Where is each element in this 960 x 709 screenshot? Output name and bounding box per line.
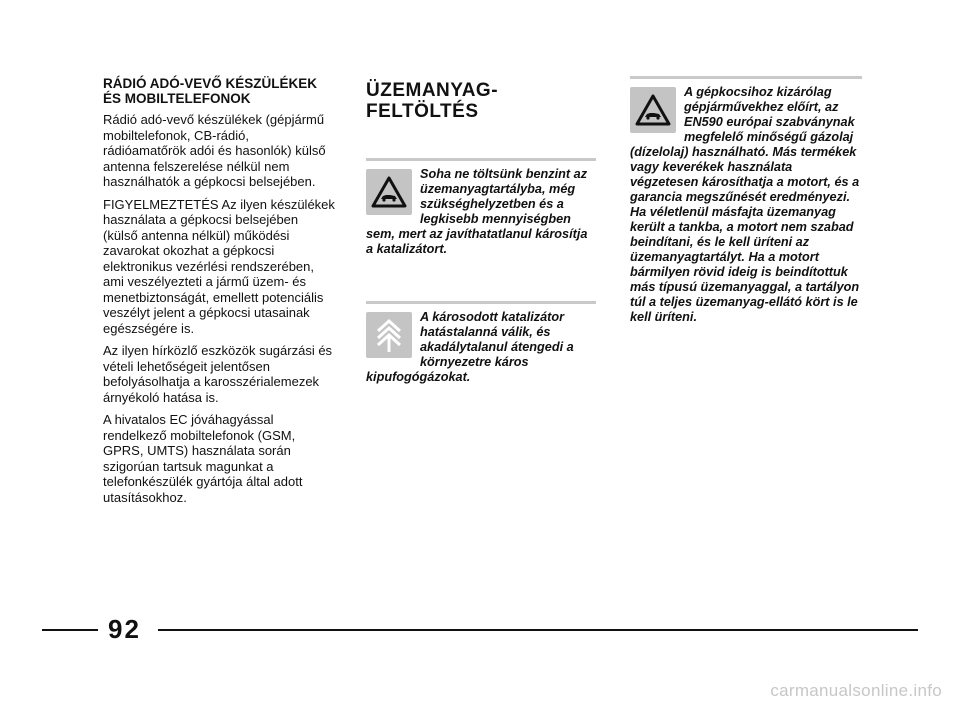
footer-rule-right <box>158 629 918 631</box>
paragraph-1: Rádió adó-vevő készülékek (gépjármű mobiltelefonok, CB-rádió, rádióamatőrök adói és hasonlók) külső antenna felszerelése nélkül nem használhatók a gépkocsi belsejében. <box>103 112 326 189</box>
paragraph-3: Az ilyen hírközlő eszközök sugárzási és vételi lehetőségeit jelentősen befolyásolhatja a karosszérialemezek árnyékoló hatása is. <box>103 343 333 405</box>
page-title-line1: ÜZEMANYAG- <box>366 80 499 101</box>
section-title-radio: RÁDIÓ ADÓ-VEVŐ KÉSZÜLÉKEK ÉS MOBILTELEFONOK <box>103 76 318 106</box>
warning-note-petrol <box>366 158 596 257</box>
warning-triangle-car-icon <box>630 87 676 133</box>
warning-note-diesel <box>630 76 862 325</box>
warning-note-diesel-text: A gépkocsihoz kizárólag gépjárművekhez előírt, az EN590 európai szabványnak megfelelő minőségű gázolaj (dízelolaj) használható. Más termékek vagy keverékek használata végzetesen károsíthatja a motort, és a garancia megszűnését eredményezi. Ha véletlenül másfajta üzemanyag került a tankba, a motort nem szabad beindítani, és le kell üríteni az üzemanyagtartályt. Ha a motort bármilyen rövid ideig is beindítottuk más típusú üzemanyaggal, a tartályon túl a teljes üzemanyag-ellátó kört is le kell üríteni. <box>630 85 860 324</box>
environment-note-text: A károsodott katalizátor hatástalanná válik, és akadálytalanul átengedi a környezetre káros kipufogógázokat. <box>366 310 574 384</box>
paragraph-4: A hivatalos EC jóváhagyással rendelkező mobiltelefonok (GSM, GPRS, UMTS) használata során szigorúan tartsuk magunkat a telefonkészülék gyártója által adott utasításokhoz. <box>103 412 303 505</box>
middle-column <box>366 76 596 122</box>
footer-rule-left <box>42 629 98 631</box>
paragraph-2: FIGYELMEZTETÉS Az ilyen készülékek használata a gépkocsi belsejében (külső antenna nélkül) működési zavarokat okozhat a gépkocsi elektronikus vezérlési rendszerében, ami veszélyezteti a jármű üzem- és menetbiztonságát, emellett potenciális veszélyt jelent a gépkocsi utasainak egészségére is. <box>103 196 335 336</box>
page-number: 92 <box>108 614 141 644</box>
page-title-line2: FELTÖLTÉS <box>366 101 479 122</box>
watermark: carmanualsonline.info <box>770 681 942 700</box>
left-column <box>103 76 335 512</box>
environment-tree-icon <box>366 312 412 358</box>
environment-note <box>366 301 596 385</box>
page-title <box>366 80 596 122</box>
warning-note-petrol-text: Soha ne töltsünk benzint az üzemanyagtartályba, még szükséghelyzetben és a legkisebb mennyiségben sem, mert az javíthatatlanul károsítja a katalizátort. <box>366 167 588 256</box>
warning-triangle-car-icon <box>366 169 412 215</box>
